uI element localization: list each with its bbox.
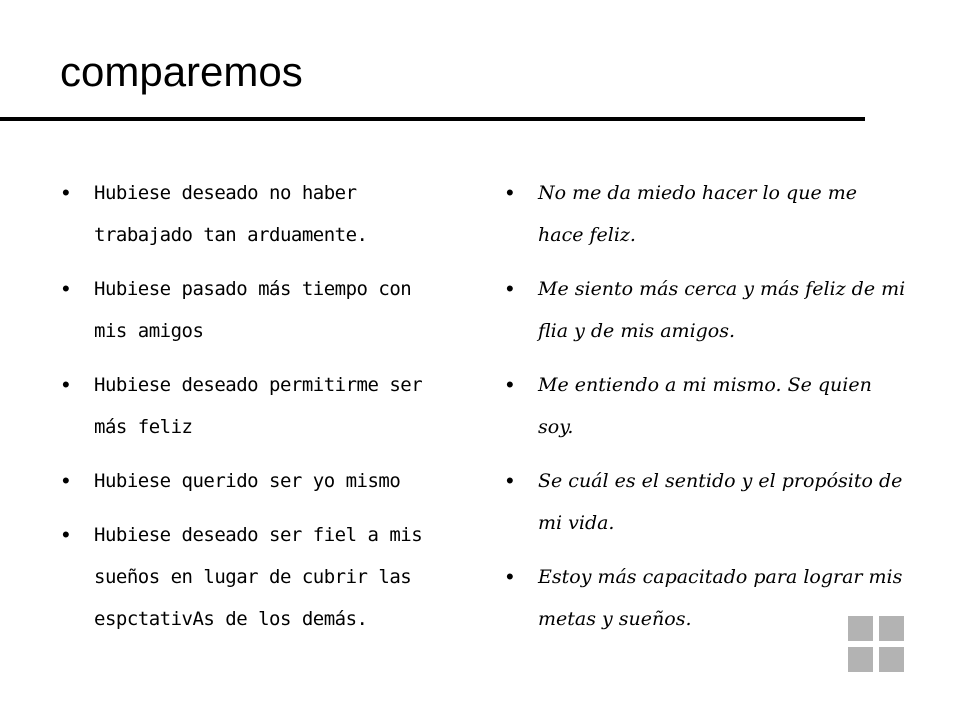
left-bullet-list <box>62 172 442 652</box>
list-item-text: Hubiese deseado permitirme ser más feliz <box>94 374 423 438</box>
bullet-icon: • <box>506 180 514 205</box>
grid-squares-icon <box>848 616 904 672</box>
list-item-text: Hubiese deseado ser fiel a mis sueños en lugar de cubrir las espctativAs de los demás. <box>94 524 423 630</box>
list-item-text: Hubiese deseado no haber trabajado tan arduamente. <box>94 182 368 246</box>
list-item <box>62 364 442 448</box>
list-item <box>62 460 442 502</box>
square-shape <box>848 616 873 641</box>
bullet-icon: • <box>62 522 70 547</box>
list-item <box>506 172 906 256</box>
list-item <box>62 172 442 256</box>
list-item-text: Me entiendo a mi mismo. Se quien soy. <box>538 374 872 438</box>
list-item <box>506 460 906 544</box>
bullet-icon: • <box>62 180 70 205</box>
list-item-text: Hubiese pasado más tiempo con mis amigos <box>94 278 412 342</box>
list-item <box>506 364 906 448</box>
list-item <box>62 268 442 352</box>
list-item <box>506 268 906 352</box>
list-item-text: Me siento más cerca y más feliz de mi flia y de mis amigos. <box>538 278 906 342</box>
list-item-text: No me da miedo hacer lo que me hace feliz. <box>538 182 857 246</box>
bullet-icon: • <box>62 276 70 301</box>
list-item-text: Hubiese querido ser yo mismo <box>94 470 401 492</box>
bullet-icon: • <box>506 372 514 397</box>
bullet-icon: • <box>62 468 70 493</box>
title-underline <box>0 117 865 121</box>
bullet-icon: • <box>506 564 514 589</box>
right-bullet-list <box>506 172 906 652</box>
square-shape <box>848 647 873 672</box>
list-item-text: Estoy más capacitado para lograr mis metas y sueños. <box>538 566 903 630</box>
bullet-icon: • <box>506 468 514 493</box>
list-item-text: Se cuál es el sentido y el propósito de mi vida. <box>538 470 903 534</box>
list-item <box>62 514 442 640</box>
list-item <box>506 556 906 640</box>
square-shape <box>879 616 904 641</box>
square-shape <box>879 647 904 672</box>
slide-title: comparemos <box>60 48 303 95</box>
bullet-icon: • <box>506 276 514 301</box>
bullet-icon: • <box>62 372 70 397</box>
